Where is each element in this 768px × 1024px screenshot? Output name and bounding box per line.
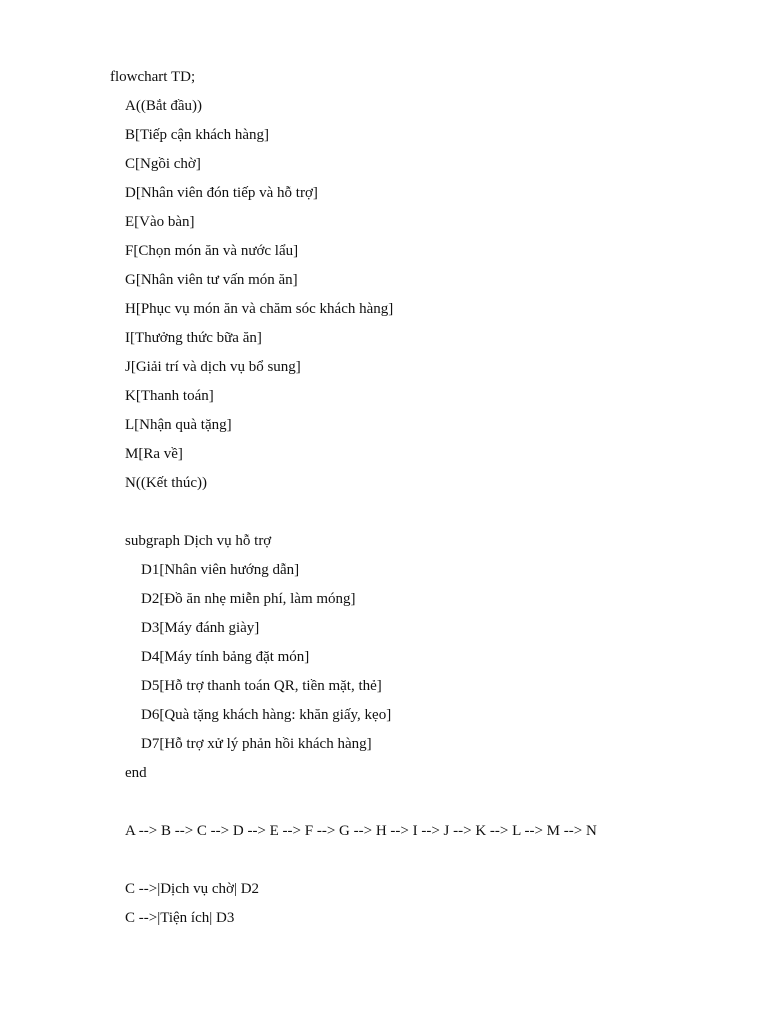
code-line-node-l: L[Nhận quà tặng] xyxy=(125,417,232,433)
code-line-node-d: D[Nhân viên đón tiếp và hỗ trợ] xyxy=(125,185,318,201)
code-line-node-m: M[Ra về] xyxy=(125,446,183,462)
code-line-node-d2: D2[Đồ ăn nhẹ miễn phí, làm móng] xyxy=(141,591,356,607)
code-line-node-k: K[Thanh toán] xyxy=(125,388,214,404)
code-line-node-d3: D3[Máy đánh giày] xyxy=(141,620,260,636)
code-line-node-d1: D1[Nhân viên hướng dẫn] xyxy=(141,562,300,578)
code-line-node-h: H[Phục vụ món ăn và chăm sóc khách hàng] xyxy=(125,301,394,317)
code-line-node-n: N((Kết thúc)) xyxy=(125,475,208,491)
code-line-edge-c-d3: C -->|Tiện ích| D3 xyxy=(125,910,235,926)
code-line-main-flow: A --> B --> C --> D --> E --> F --> G --> H --> I --> J --> K --> L --> M --> N xyxy=(125,823,597,839)
code-line-node-d7: D7[Hỗ trợ xử lý phản hồi khách hàng] xyxy=(141,736,372,752)
code-line-node-i: I[Thưởng thức bữa ăn] xyxy=(125,330,262,346)
code-line-node-d5: D5[Hỗ trợ thanh toán QR, tiền mặt, thẻ] xyxy=(141,678,382,694)
code-line-node-c: C[Ngồi chờ] xyxy=(125,156,201,172)
code-line-node-b: B[Tiếp cận khách hàng] xyxy=(125,127,269,143)
code-line-end: end xyxy=(125,765,147,781)
code-line-node-d4: D4[Máy tính bảng đặt món] xyxy=(141,649,310,665)
code-line-node-a: A((Bắt đầu)) xyxy=(125,98,203,114)
code-line-node-e: E[Vào bàn] xyxy=(125,214,195,230)
code-line-node-d6: D6[Quà tặng khách hàng: khăn giấy, kẹo] xyxy=(141,707,392,723)
code-line-node-j: J[Giải trí và dịch vụ bổ sung] xyxy=(125,359,301,375)
code-line-node-g: G[Nhân viên tư vấn món ăn] xyxy=(125,272,298,288)
code-line-subgraph: subgraph Dịch vụ hỗ trợ xyxy=(125,533,272,549)
code-line-flowchart-header: flowchart TD; xyxy=(110,69,196,85)
code-line-edge-c-d2: C -->|Dịch vụ chờ| D2 xyxy=(125,881,260,897)
code-line-node-f: F[Chọn món ăn và nước lẩu] xyxy=(125,243,299,259)
